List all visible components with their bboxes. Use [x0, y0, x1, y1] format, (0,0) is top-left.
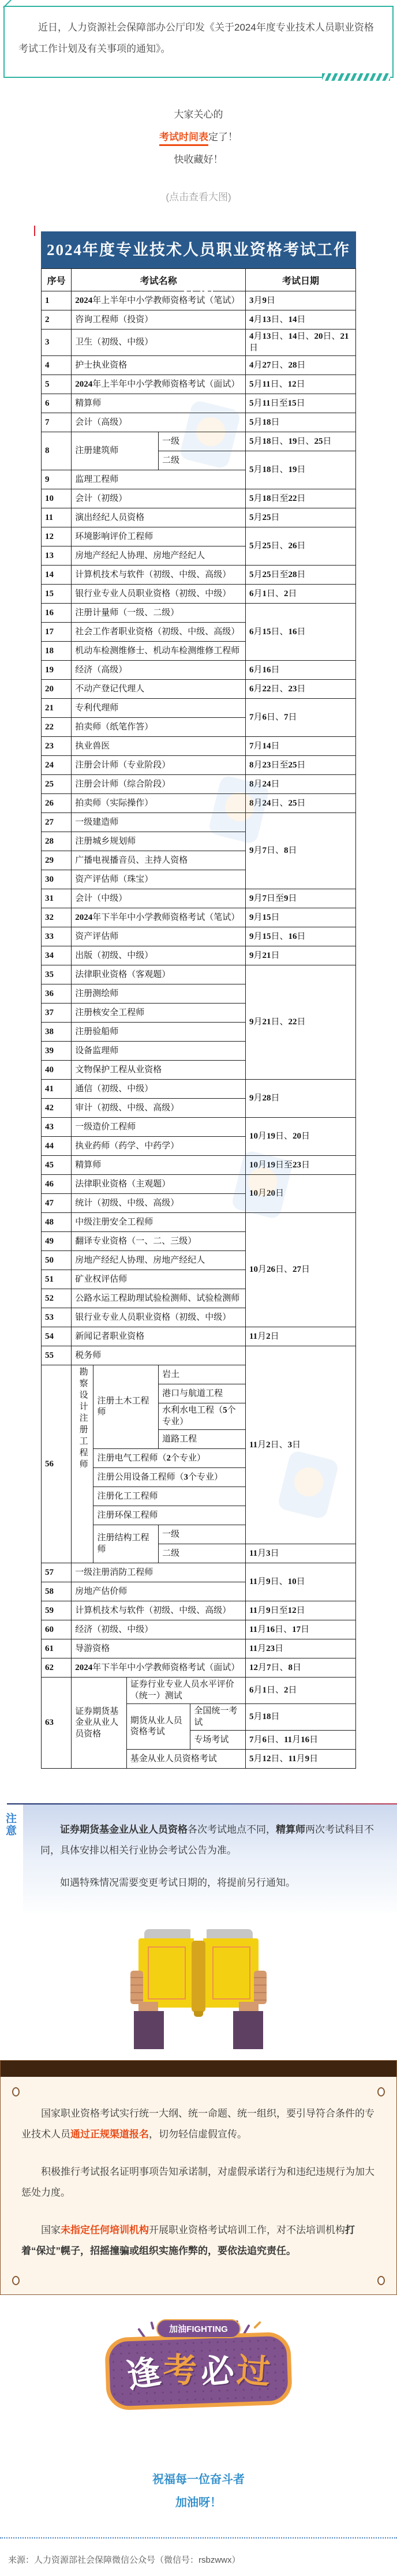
table-cell: 5月11日、12日 — [245, 375, 355, 394]
table-cell: 10月26日、27日 — [245, 1213, 355, 1327]
table-cell: 一级 — [159, 1525, 246, 1544]
table-cell: 10月19日至23日 — [245, 1156, 355, 1175]
table-cell: 计算机技术与软件（初级、中级、高级） — [72, 566, 246, 585]
table-cell: 10 — [42, 489, 72, 508]
table-row — [42, 1563, 356, 1582]
table-cell: 11月9日、10日 — [245, 1563, 355, 1601]
table-cell: 2024年上半年中小学教师资格考试（笔试） — [72, 291, 246, 310]
card-p1-text-2: ，切勿轻信虚假宣传。 — [149, 2129, 247, 2140]
table-cell: 17 — [42, 623, 72, 642]
table-cell: 计算机技术与软件（初级、中级、高级） — [72, 1601, 246, 1620]
fight-logo-char: 逢 — [123, 2352, 164, 2395]
notes-text-1: 各次考试地点不同， — [188, 1824, 276, 1836]
table-cell: 52 — [42, 1289, 72, 1308]
exam-timetable-highlight: 考试时间表 — [159, 132, 208, 146]
table-cell: 执业兽医 — [72, 737, 246, 756]
table-cell: 银行业专业人员职业资格（初级、中级） — [72, 585, 246, 604]
table-row — [42, 413, 356, 432]
table-cell: 5月18日 — [245, 1704, 355, 1731]
table-cell: 5月12日、11月9日 — [245, 1750, 355, 1769]
pin-icon — [12, 2087, 20, 2096]
table-cell: 注册计量师（一级、二级） — [72, 604, 246, 623]
table-cell: 9 — [42, 470, 72, 489]
table-row — [42, 527, 356, 546]
table-cell: 6月15日、16日 — [245, 604, 355, 661]
card-paragraph-3 — [21, 2220, 376, 2262]
table-cell: 16 — [42, 604, 72, 623]
table-cell: 11月2日 — [245, 1327, 355, 1346]
table-cell: 9月7日、8日 — [245, 813, 355, 889]
table-cell: 4月13日、14日 — [245, 310, 355, 330]
table-cell: 设备监理师 — [72, 1042, 246, 1061]
table-cell: 8 — [42, 432, 72, 470]
notes-paragraph-2: 如遇特殊情况需要变更考试日期的，将提前另行通知。 — [60, 1877, 295, 1888]
table-cell: 11月16日、17日 — [245, 1620, 355, 1639]
table-row — [42, 927, 356, 946]
table-cell: 一级 — [159, 432, 246, 451]
blessing-line-1: 祝福每一位奋斗者 — [152, 2473, 245, 2486]
table-cell: 资产评估师（珠宝） — [72, 870, 246, 889]
table-cell: 岩土 — [159, 1365, 246, 1384]
book-spine-base — [194, 2011, 203, 2017]
table-cell: 49 — [42, 1232, 72, 1251]
hero-line-2-rest: 定了！ — [208, 132, 238, 143]
table-row — [42, 889, 356, 908]
sleeve-left — [134, 2011, 164, 2049]
table-row — [42, 566, 356, 585]
table-cell: 资产评估师 — [72, 927, 246, 946]
table-row — [42, 1346, 356, 1365]
table-row — [42, 1327, 356, 1346]
table-cell: 53 — [42, 1308, 72, 1327]
table-cell: 勘察设计注册工程师 — [72, 1365, 93, 1563]
table-title: 2024年度专业技术人员职业资格考试工作计划 — [41, 231, 356, 268]
table-cell: 45 — [42, 1156, 72, 1175]
table-row — [42, 1213, 356, 1232]
table-row — [42, 1601, 356, 1620]
card-p1-text-1: 国家职业资格考试实行统一大纲、统一命题、统一组织，要引导符合条件的专业技术人员 — [21, 2107, 374, 2140]
table-cell: 11 — [42, 508, 72, 527]
source-attribution: 来源：人力资源部社会保障微信公众号（微信号：rsbzwwx） — [8, 2555, 241, 2565]
table-cell: 38 — [42, 1023, 72, 1042]
notes-bold-2: 精算师 — [276, 1824, 305, 1836]
table-row — [42, 508, 356, 527]
table-cell: 48 — [42, 1213, 72, 1232]
table-cell: 34 — [42, 946, 72, 965]
table-row — [42, 394, 356, 413]
table-cell: 37 — [42, 1004, 72, 1023]
table-row — [42, 1620, 356, 1639]
notes-box — [23, 1804, 397, 1912]
table-row — [42, 1156, 356, 1175]
table-cell: 法律职业资格（主观题） — [72, 1175, 246, 1194]
card-p3-text-1: 国家 — [41, 2224, 61, 2236]
fighting-badge: 加油FIGHTING — [156, 2319, 241, 2338]
table-cell: 13 — [42, 546, 72, 566]
table-cell: 演出经纪人员资格 — [72, 508, 246, 527]
table-cell: 3月9日 — [245, 291, 355, 310]
table-cell: 32 — [42, 908, 72, 927]
table-cell: 2024年下半年中小学教师资格考试（笔试） — [72, 908, 246, 927]
table-cell: 新闻记者职业资格 — [72, 1327, 246, 1346]
notice-vertical-tag: 注意 — [4, 1813, 16, 1837]
table-cell: 2024年下半年中小学教师资格考试（面试） — [72, 1658, 246, 1678]
table-cell: 5 — [42, 375, 72, 394]
table-cell: 41 — [42, 1080, 72, 1099]
table-cell: 26 — [42, 794, 72, 813]
notes-section — [0, 1804, 397, 1912]
illustration-wrap — [0, 1924, 397, 2052]
table-cell: 50 — [42, 1251, 72, 1270]
table-cell: 期货从业人员资格考试 — [126, 1704, 190, 1750]
table-cell: 9月21日、22日 — [245, 965, 355, 1080]
table-cell: 注册建筑师 — [72, 432, 159, 470]
table-cell: 注册会计师（综合阶段） — [72, 775, 246, 794]
table-cell: 专场考试 — [190, 1731, 246, 1750]
table-cell: 44 — [42, 1137, 72, 1156]
table-cell: 62 — [42, 1658, 72, 1678]
table-cell: 注册化工工程师 — [93, 1487, 245, 1506]
table-cell: 11月3日 — [245, 1544, 355, 1563]
table-cell: 6月16日 — [245, 661, 355, 680]
table-cell: 环境影响评价工程师 — [72, 527, 246, 546]
table-cell: 35 — [42, 965, 72, 984]
table-cell: 40 — [42, 1061, 72, 1080]
table-cell: 24 — [42, 756, 72, 775]
table-cell: 61 — [42, 1639, 72, 1658]
table-cell: 咨询工程师（投资） — [72, 310, 246, 330]
column-header-exam-name: 考试名称 — [72, 269, 246, 291]
table-cell: 精算师 — [72, 394, 246, 413]
table-cell: 5月18日 — [245, 413, 355, 432]
table-cell: 注册测绘师 — [72, 984, 246, 1004]
table-cell: 注册电气工程师（2个专业） — [93, 1449, 245, 1468]
table-cell: 20 — [42, 680, 72, 699]
table-cell: 15 — [42, 585, 72, 604]
table-cell: 1 — [42, 291, 72, 310]
table-row — [42, 356, 356, 375]
table-cell: 导游资格 — [72, 1639, 246, 1658]
pin-icon — [377, 2087, 385, 2096]
notes-paragraph-1 — [40, 1819, 380, 1860]
column-header-index: 序号 — [42, 269, 72, 291]
book-inner-frame-left — [148, 1946, 186, 2000]
fight-logo-section — [0, 2319, 397, 2448]
table-cell: 51 — [42, 1270, 72, 1289]
hand-right — [254, 1971, 267, 2004]
table-cell: 9月28日 — [245, 1080, 355, 1118]
table-cell: 8月24日、25日 — [245, 794, 355, 813]
table-cell: 注册城乡规划师 — [72, 832, 246, 851]
dotted-separator — [0, 2537, 397, 2538]
table-cell: 矿业权评估师 — [72, 1270, 246, 1289]
table-cell: 8月24日 — [245, 775, 355, 794]
card-paragraph-1 — [21, 2103, 376, 2146]
table-row — [42, 1639, 356, 1658]
table-row — [42, 310, 356, 330]
table-cell: 58 — [42, 1582, 72, 1601]
table-cell: 36 — [42, 984, 72, 1004]
table-cell: 8月23日至25日 — [245, 756, 355, 775]
notice-card — [0, 2060, 397, 2295]
table-cell: 监理工程师 — [72, 470, 246, 489]
table-cell: 机动车检测维修士、机动车检测维修工程师 — [72, 642, 246, 661]
table-cell: 会计（初级） — [72, 489, 246, 508]
table-row — [42, 1678, 356, 1704]
table-cell: 9月7日至9日 — [245, 889, 355, 908]
table-cell: 18 — [42, 642, 72, 661]
table-cell: 5月25日至28日 — [245, 566, 355, 585]
table-cell: 59 — [42, 1601, 72, 1620]
card-p3-bold: 打着“保过”幌子，招摇撞骗或组织实施作弊的，要依法追究责任。 — [21, 2224, 355, 2257]
table-cell: 港口与航道工程 — [159, 1384, 246, 1403]
table-cell: 基金从业人员资格考试 — [126, 1750, 245, 1769]
table-cell: 出版（初级、中级） — [72, 946, 246, 965]
intro-quote-box — [3, 6, 394, 78]
table-row — [42, 604, 356, 623]
table-row — [42, 661, 356, 680]
table-cell: 57 — [42, 1563, 72, 1582]
table-cell: 3 — [42, 330, 72, 356]
exam-schedule-table — [41, 268, 356, 1769]
table-cell: 22 — [42, 718, 72, 737]
table-row — [42, 775, 356, 794]
corner-slash-decoration — [3, 0, 14, 8]
table-cell: 54 — [42, 1327, 72, 1346]
click-to-enlarge-hint: (点击查看大图) — [166, 192, 231, 203]
hatch-stripes-decoration — [322, 73, 390, 81]
table-cell: 银行业专业人员职业资格（初级、中级） — [72, 1308, 246, 1327]
notes-bold-1: 证券期货基金业从业人员资格 — [60, 1824, 188, 1836]
table-cell: 12月7日、8日 — [245, 1658, 355, 1678]
table-row — [42, 680, 356, 699]
table-cell: 2024年上半年中小学教师资格考试（面试） — [72, 375, 246, 394]
table-cell: 5月11日至15日 — [245, 394, 355, 413]
table-cell: 7月6日、11月16日 — [245, 1731, 355, 1750]
table-cell: 会计（中级） — [72, 889, 246, 908]
table-row — [42, 1080, 356, 1099]
table-cell: 28 — [42, 832, 72, 851]
table-cell: 会计（高级） — [72, 413, 246, 432]
table-cell: 7月14日 — [245, 737, 355, 756]
table-cell: 6月1日、2日 — [245, 1678, 355, 1704]
table-row — [42, 965, 356, 984]
table-cell: 道路工程 — [159, 1430, 246, 1449]
notes-text-2: 两次考试科目不同，具体安排以相关行业协会考试公告为准。 — [40, 1824, 374, 1856]
table-row — [42, 432, 356, 451]
table-cell: 12 — [42, 527, 72, 546]
table-row — [42, 737, 356, 756]
table-cell: 5月18日、19日 — [245, 451, 355, 489]
table-cell: 拍卖师（纸笔作答） — [72, 718, 246, 737]
table-cell: 11月23日 — [245, 1639, 355, 1658]
red-tick-artifact — [34, 226, 35, 236]
table-cell: 二级 — [159, 1544, 246, 1563]
table-cell: 注册土木工程师 — [93, 1365, 159, 1449]
card-p3-highlight: 未指定任何培训机构 — [61, 2224, 149, 2236]
table-cell: 社会工作者职业资格（初级、中级、高级） — [72, 623, 246, 642]
table-cell: 通信（初级、中级） — [72, 1080, 246, 1099]
table-row — [42, 794, 356, 813]
table-cell: 7 — [42, 413, 72, 432]
table-cell: 42 — [42, 1099, 72, 1118]
pin-icon — [377, 2276, 385, 2285]
table-cell: 证券期货基金业从业人员资格 — [72, 1678, 127, 1769]
table-row — [42, 756, 356, 775]
table-cell: 经济（初级、中级） — [72, 1620, 246, 1639]
table-row — [42, 699, 356, 718]
table-cell: 注册环保工程师 — [93, 1506, 245, 1525]
table-cell: 注册公用设备工程师（3个专业） — [93, 1468, 245, 1487]
sleeve-right — [233, 2011, 263, 2049]
table-cell: 19 — [42, 661, 72, 680]
table-cell: 精算师 — [72, 1156, 246, 1175]
table-cell: 9月15日、16日 — [245, 927, 355, 946]
table-cell: 21 — [42, 699, 72, 718]
table-cell: 23 — [42, 737, 72, 756]
table-cell: 经济（高级） — [72, 661, 246, 680]
table-cell: 29 — [42, 851, 72, 870]
table-cell: 47 — [42, 1194, 72, 1213]
table-row — [42, 1118, 356, 1137]
table-cell: 二级 — [159, 451, 246, 470]
table-cell: 9月21日 — [245, 946, 355, 965]
table-cell: 注册核安全工程师 — [72, 1004, 246, 1023]
hero-line-1: 大家关心的 — [174, 109, 223, 121]
table-cell: 14 — [42, 566, 72, 585]
table-cell: 房地产经纪人协理、房地产经纪人 — [72, 1251, 246, 1270]
table-cell: 税务师 — [72, 1346, 246, 1365]
card-paragraph-2: 积极推行考试报名证明事项告知承诺制，对虚假承诺行为和违纪违规行为加大惩处力度。 — [21, 2166, 374, 2199]
table-cell: 公路水运工程助理试验检测师、试验检测师 — [72, 1289, 246, 1308]
table-cell: 46 — [42, 1175, 72, 1194]
table-cell: 护士执业资格 — [72, 356, 246, 375]
table-cell: 房地产估价师 — [72, 1582, 246, 1601]
table-cell: 专利代理师 — [72, 699, 246, 718]
table-row — [42, 1175, 356, 1194]
table-cell: 房地产经纪人协理、房地产经纪人 — [72, 546, 246, 566]
table-cell: 证券行业专业人员水平评价（统一）测试 — [126, 1678, 245, 1704]
hero-line-3: 快收藏好！ — [174, 154, 223, 166]
table-cell: 56 — [42, 1365, 72, 1563]
table-cell: 统计（初级、中级、高级） — [72, 1194, 246, 1213]
card-body — [1, 2077, 396, 2294]
table-cell: 11月2日、3日 — [245, 1346, 355, 1544]
table-cell: 注册结构工程师 — [93, 1525, 159, 1563]
table-cell: 30 — [42, 870, 72, 889]
pin-icon — [12, 2276, 20, 2285]
table-cell: 25 — [42, 775, 72, 794]
table-cell: 全国统一考试 — [190, 1704, 246, 1731]
card-top-bar — [1, 2061, 396, 2077]
table-row — [42, 908, 356, 927]
table-cell: 5月18日、19日、25日 — [245, 432, 355, 451]
table-cell: 一级造价工程师 — [72, 1118, 246, 1137]
table-row — [42, 330, 356, 356]
table-cell: 7月6日、7日 — [245, 699, 355, 737]
table-cell: 广播电视播音员、主持人资格 — [72, 851, 246, 870]
table-cell: 5月25日、26日 — [245, 527, 355, 566]
hand-left — [130, 1971, 143, 2004]
table-cell: 5月18日至22日 — [245, 489, 355, 508]
card-p1-highlight: 通过正规渠道报名 — [70, 2129, 149, 2140]
table-cell: 6 — [42, 394, 72, 413]
table-cell: 中级注册安全工程师 — [72, 1213, 246, 1232]
table-cell: 文物保护工程从业资格 — [72, 1061, 246, 1080]
book-inner-frame-right — [212, 1946, 250, 2000]
table-cell: 6月1日、2日 — [245, 585, 355, 604]
table-cell: 63 — [42, 1678, 72, 1769]
table-row — [42, 946, 356, 965]
table-cell: 60 — [42, 1620, 72, 1639]
table-row — [42, 813, 356, 832]
blessing-block — [0, 2468, 397, 2514]
table-cell: 法律职业资格（客观题） — [72, 965, 246, 984]
table-cell: 27 — [42, 813, 72, 832]
fight-logo-char: 必 — [198, 2350, 236, 2392]
table-row — [42, 1658, 356, 1678]
table-cell: 43 — [42, 1118, 72, 1137]
table-cell: 拍卖师（实际操作） — [72, 794, 246, 813]
table-cell: 33 — [42, 927, 72, 946]
table-cell: 执业药师（药学、中药学） — [72, 1137, 246, 1156]
table-cell: 注册会计师（专业阶段） — [72, 756, 246, 775]
table-cell: 4月13日、14日、20日、21日 — [245, 330, 355, 356]
table-cell: 不动产登记代理人 — [72, 680, 246, 699]
table-cell: 10月19日、20日 — [245, 1118, 355, 1156]
table-cell: 10月20日 — [245, 1175, 355, 1213]
open-book-illustration — [132, 1924, 265, 2049]
table-cell: 39 — [42, 1042, 72, 1061]
hero-block — [0, 103, 397, 208]
table-cell: 55 — [42, 1346, 72, 1365]
table-cell: 4 — [42, 356, 72, 375]
card-p3-text-2: 开展职业资格考试培训工作，对不法培训机构 — [149, 2224, 345, 2236]
table-cell: 2 — [42, 310, 72, 330]
table-cell: 审计（初级、中级、高级） — [72, 1099, 246, 1118]
table-cell: 注册验船师 — [72, 1023, 246, 1042]
table-row — [42, 375, 356, 394]
table-cell: 一级注册消防工程师 — [72, 1563, 246, 1582]
table-cell: 一级建造师 — [72, 813, 246, 832]
blessing-line-2: 加油呀！ — [175, 2496, 222, 2509]
column-header-exam-date: 考试日期 — [245, 269, 355, 291]
table-cell: 水利水电工程（5个专业） — [159, 1403, 246, 1430]
table-cell: 31 — [42, 889, 72, 908]
table-cell: 卫生（初级、中级） — [72, 330, 246, 356]
table-cell: 11月9日至12日 — [245, 1601, 355, 1620]
hero-line-2 — [0, 126, 397, 148]
table-cell: 翻译专业资格（一、二、三级） — [72, 1232, 246, 1251]
table-cell: 5月25日 — [245, 508, 355, 527]
fight-logo-char: 考 — [162, 2350, 197, 2390]
table-cell: 4月27日、28日 — [245, 356, 355, 375]
fight-logo-text — [104, 2331, 293, 2410]
exam-plan-table-image[interactable] — [41, 231, 356, 1769]
table-cell: 9月15日 — [245, 908, 355, 927]
fight-logo-char: 过 — [235, 2351, 272, 2391]
book-spine — [192, 1941, 205, 2012]
table-row — [42, 585, 356, 604]
table-cell: 6月22日、23日 — [245, 680, 355, 699]
intro-text: 近日，人力资源社会保障部办公厅印发《关于2024年度专业技术人员职业资格考试工作计划及有关事项的通知》。 — [18, 22, 374, 54]
table-row — [42, 489, 356, 508]
